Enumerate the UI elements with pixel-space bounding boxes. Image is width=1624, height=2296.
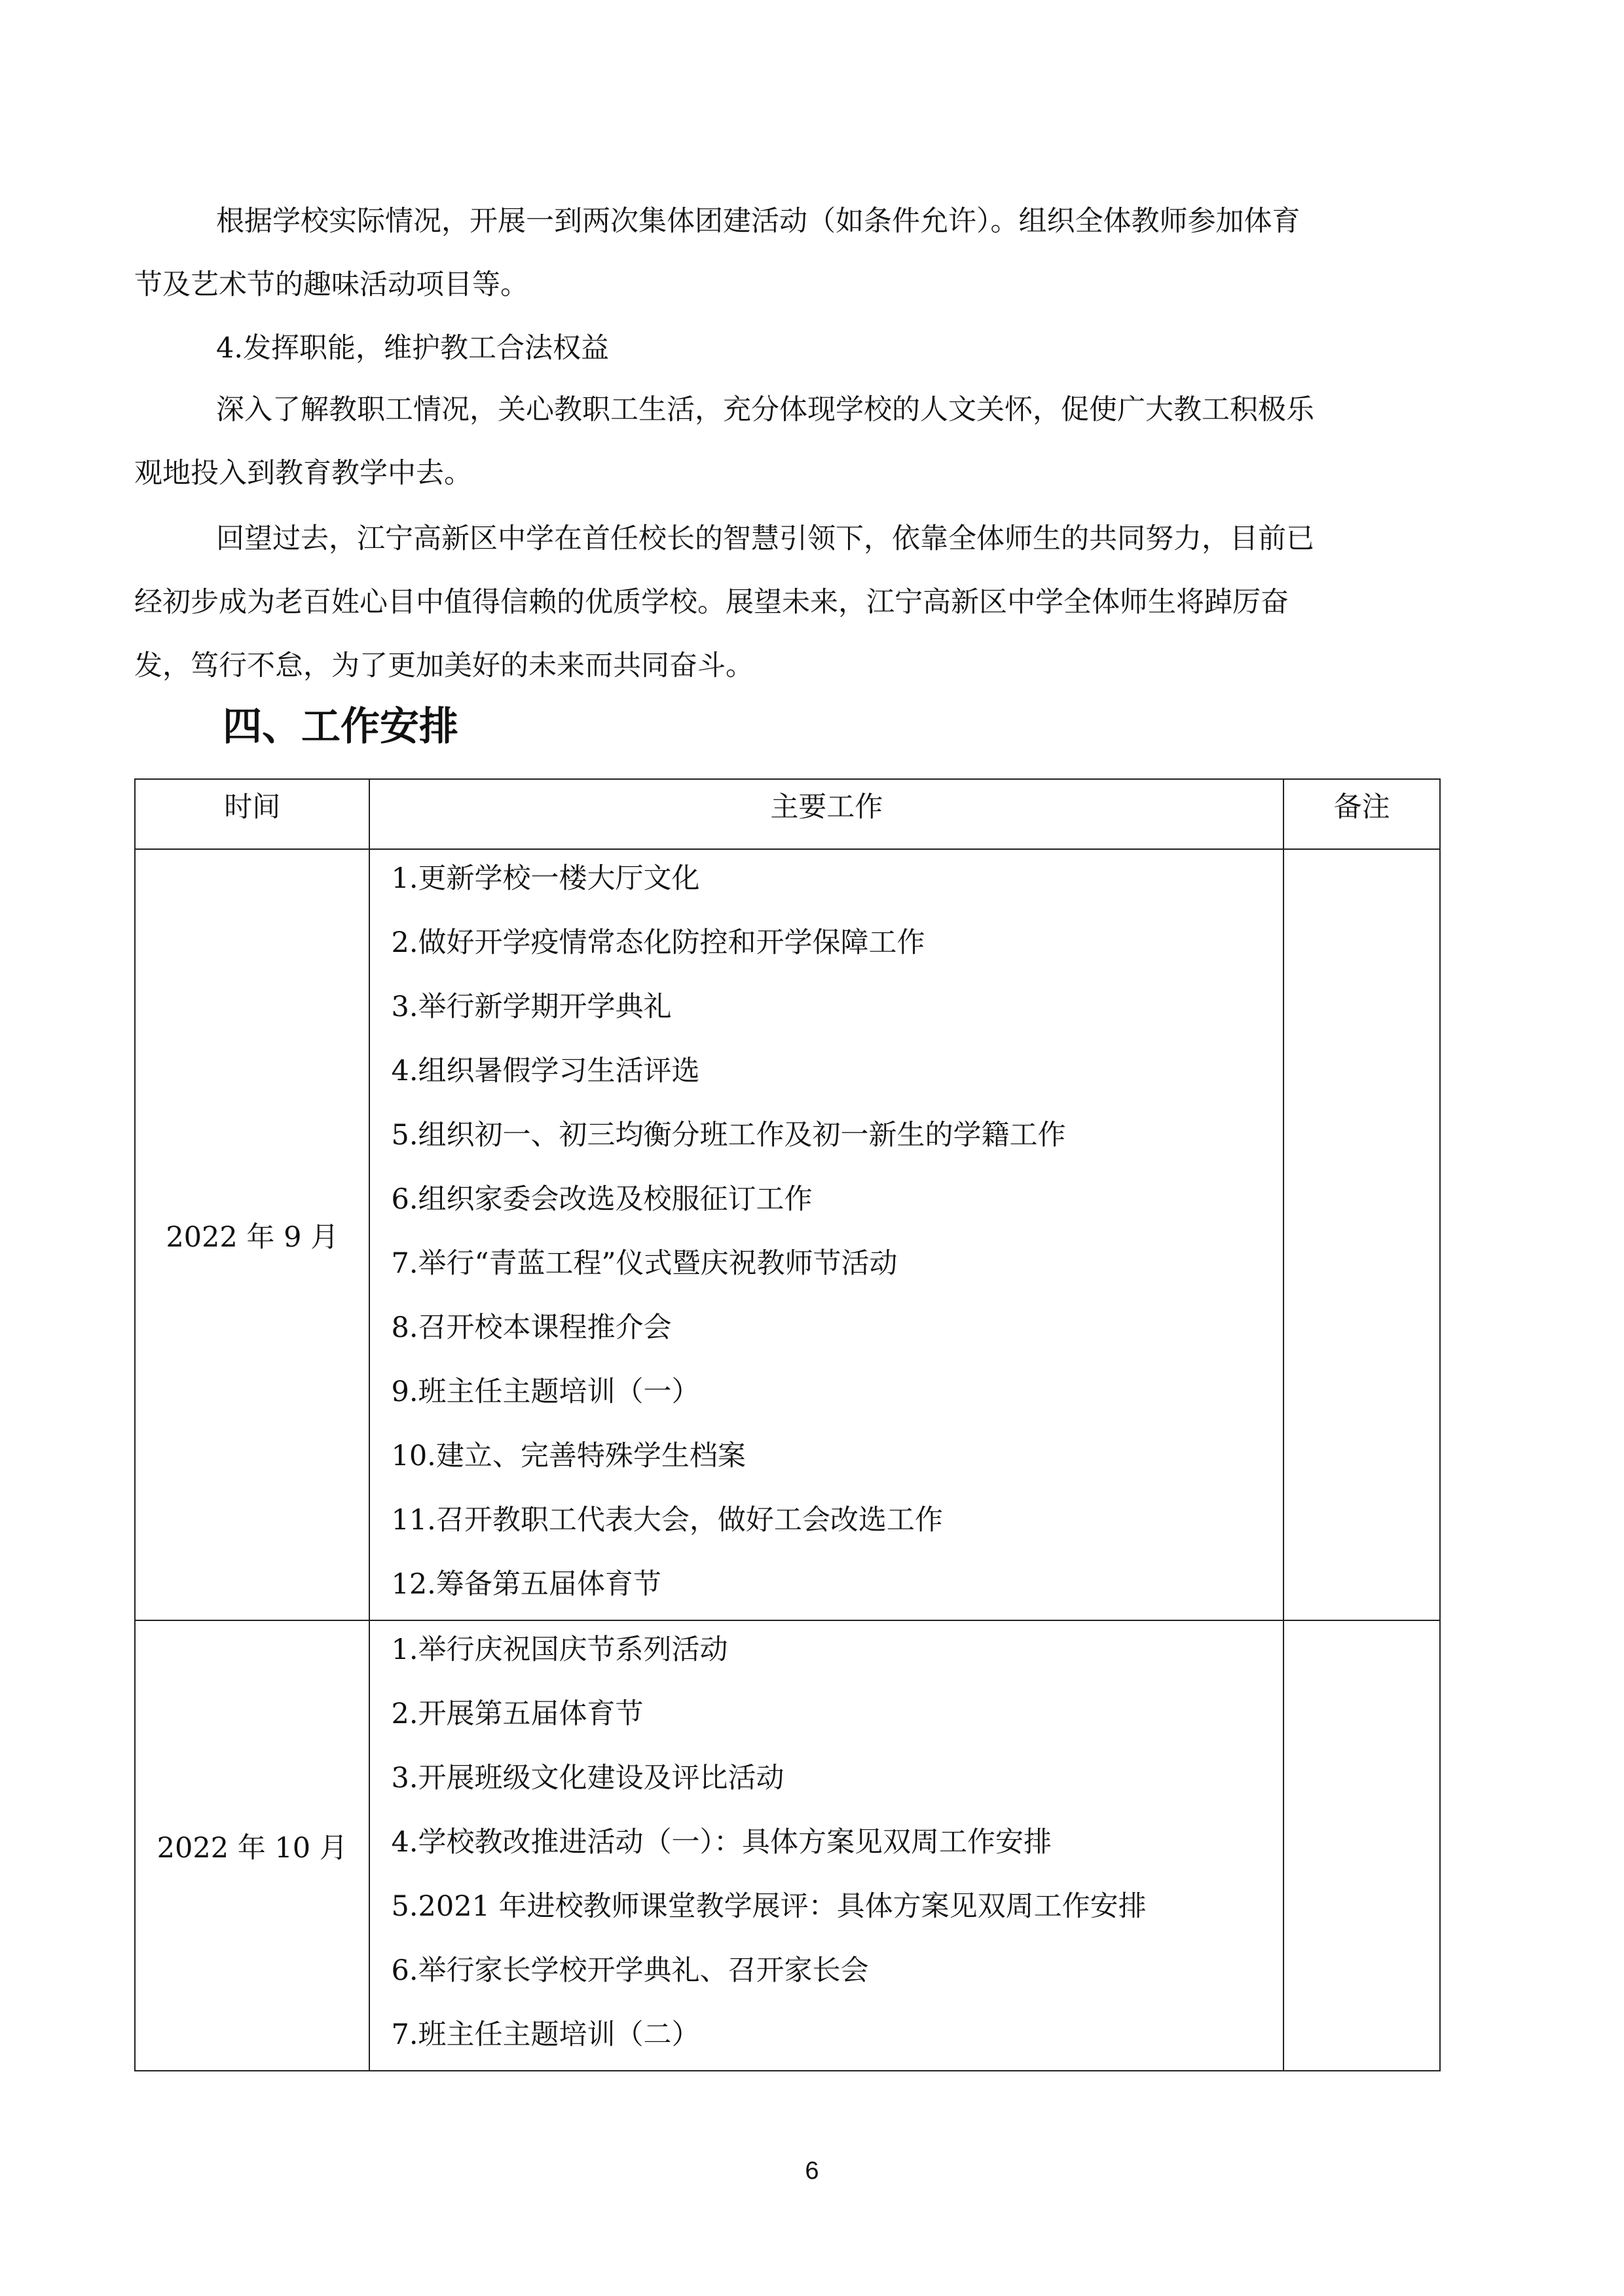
list-item: 2.做好开学疫情常态化防控和开学保障工作	[391, 926, 925, 959]
text-line: 根据学校实际情况，开展一到两次集体团建活动（如条件允许）。组织全体教师参加体育	[216, 205, 1301, 238]
list-item: 11.召开教职工代表大会，做好工会改选工作	[391, 1504, 943, 1537]
paragraph-team-building	[134, 190, 1490, 317]
list-item: 5.组织初一、初三均衡分班工作及初一新生的学籍工作	[391, 1119, 1066, 1152]
work-cell	[369, 849, 1283, 1620]
note-cell	[1283, 1620, 1440, 2071]
header-main-work: 主要工作	[369, 779, 1283, 849]
note-cell	[1283, 849, 1440, 1620]
list-item: 4.学校教改推进活动（一）：具体方案见双周工作安排	[391, 1826, 1052, 1859]
time-cell: 2022 年 9 月	[135, 849, 369, 1620]
list-item: 10.建立、完善特殊学生档案	[391, 1440, 746, 1472]
header-notes: 备注	[1283, 779, 1440, 849]
work-item-list	[370, 850, 1283, 1620]
list-item: 5.2021 年进校教师课堂教学展评：具体方案见双周工作安排	[391, 1890, 1147, 1923]
work-schedule-table	[134, 778, 1441, 2071]
list-item: 6.举行家长学校开学典礼、召开家长会	[391, 1954, 869, 1987]
list-item: 4.组织暑假学习生活评选	[391, 1055, 700, 1087]
text-line: 节及艺术节的趣味活动项目等。	[134, 268, 528, 301]
text-line: 发，笃行不怠，为了更加美好的未来而共同奋斗。	[134, 649, 754, 682]
text-line: 观地投入到教育教学中去。	[134, 457, 472, 490]
time-cell: 2022 年 10 月	[135, 1620, 369, 2071]
text-line: 经初步成为老百姓心目中值得信赖的优质学校。展望未来，江宁高新区中学全体师生将踔厉奋	[134, 586, 1289, 619]
list-item: 3.举行新学期开学典礼	[391, 991, 672, 1023]
work-cell	[369, 1620, 1283, 2071]
list-item: 3.开展班级文化建设及评比活动	[391, 1762, 784, 1795]
paragraph-outlook	[134, 507, 1490, 698]
page-number: 6	[805, 2157, 819, 2185]
list-item: 12.筹备第五届体育节	[391, 1568, 661, 1601]
list-item: 1.举行庆祝国庆节系列活动	[391, 1633, 728, 1666]
list-item: 7.举行“青蓝工程”仪式暨庆祝教师节活动	[391, 1247, 898, 1280]
text-line: 回望过去，江宁高新区中学在首任校长的智慧引领下，依靠全体师生的共同努力，目前已	[216, 522, 1314, 555]
table-header-row	[135, 779, 1440, 849]
list-item: 1.更新学校一楼大厅文化	[391, 862, 700, 895]
list-item: 9.班主任主题培训（一）	[391, 1376, 700, 1408]
list-item: 2.开展第五届体育节	[391, 1698, 644, 1730]
subheading-text: 4.发挥职能，维护教工合法权益	[216, 332, 610, 365]
list-item: 6.组织家委会改选及校服征订工作	[391, 1183, 813, 1216]
paragraph-staff-care	[134, 378, 1490, 505]
table-row	[135, 849, 1440, 1620]
header-time: 时间	[135, 779, 369, 849]
list-item: 8.召开校本课程推介会	[391, 1311, 672, 1344]
subheading-rights	[134, 317, 1490, 380]
table-row	[135, 1620, 1440, 2071]
work-item-list	[370, 1621, 1283, 2070]
text-line: 深入了解教职工情况，关心教职工生活，充分体现学校的人文关怀，促使广大教工积极乐	[216, 393, 1314, 426]
list-item: 7.班主任主题培训（二）	[391, 2018, 700, 2051]
section-heading: 四、工作安排	[223, 704, 458, 750]
